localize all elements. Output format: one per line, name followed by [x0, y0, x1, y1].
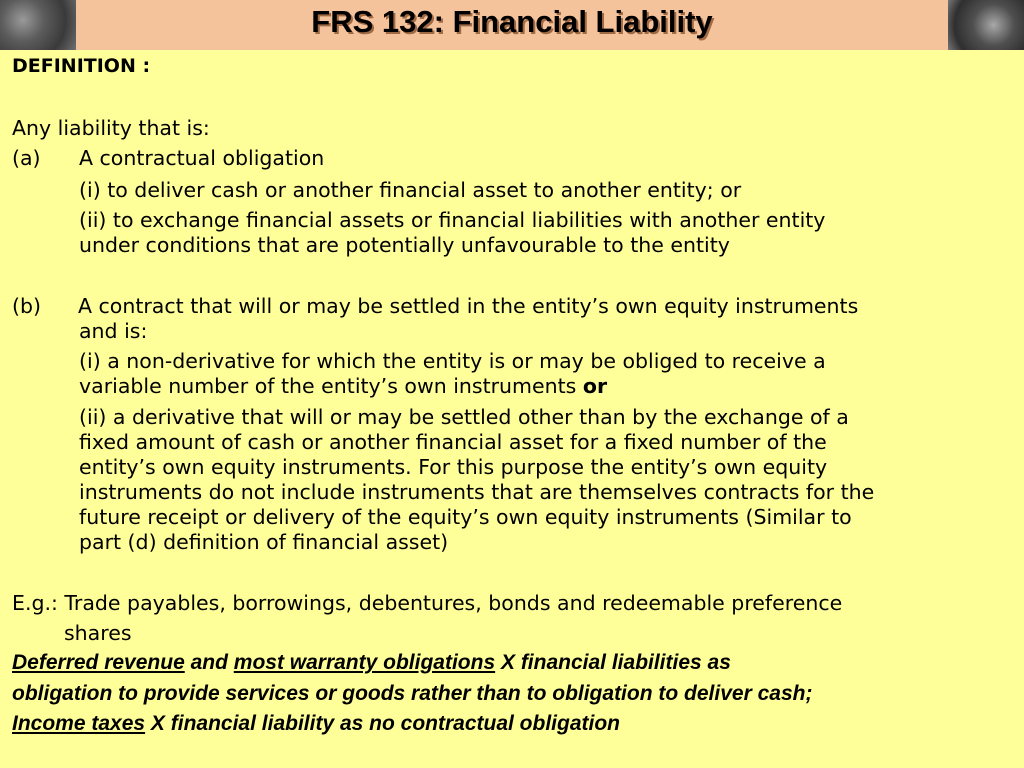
intro-text: Any liability that is:	[12, 116, 210, 140]
note-line2: obligation to provide services or goods rather than to obligation to deliver cash;	[12, 682, 813, 705]
item-b-ii-line1: (ii) a derivative that will or may be settled other than by the exchange of a	[79, 405, 849, 429]
item-a	[12, 146, 324, 170]
and-text: and	[184, 651, 234, 674]
warranty-obligations-term: most warranty obligations	[233, 651, 496, 674]
income-taxes-term: Income taxes	[12, 712, 146, 735]
definition-heading: DEFINITION :	[12, 55, 151, 77]
item-a-text: A contractual obligation	[79, 146, 325, 170]
item-a-ii-line1: (ii) to exchange financial assets or financial liabilities with another entity	[79, 208, 826, 232]
item-b-i-line2-text: variable number of the entity’s own instruments	[79, 374, 583, 398]
item-b-text-line2: and is:	[79, 319, 148, 343]
or-keyword: or	[582, 374, 608, 398]
example-line1: E.g.: Trade payables, borrowings, debentures, bonds and redeemable preference	[12, 591, 843, 615]
item-a-label: (a)	[12, 146, 41, 170]
item-b-ii-line5: future receipt or delivery of the equity’s own equity instruments (Similar to	[79, 505, 852, 529]
deferred-revenue-term: Deferred revenue	[12, 651, 185, 674]
item-b-ii-line6: part (d) definition of financial asset)	[79, 530, 449, 554]
note-line3	[12, 712, 620, 736]
note-line1	[12, 651, 731, 675]
decorative-image-right	[948, 0, 1024, 50]
note-line3-rest: X financial liability as no contractual obligation	[145, 712, 620, 735]
item-b-label: (b)	[12, 294, 42, 318]
example-line2: shares	[64, 621, 132, 645]
item-a-ii-line2: under conditions that are potentially unfavourable to the entity	[79, 233, 730, 257]
note-line1-rest: X financial liabilities as	[495, 651, 731, 674]
item-b	[12, 294, 858, 318]
item-b-ii-line3: entity’s own equity instruments. For this purpose the entity’s own equity	[79, 455, 828, 479]
item-a-i: (i) to deliver cash or another financial asset to another entity; or	[79, 178, 742, 202]
item-b-i-line2	[79, 374, 607, 398]
item-b-i-line1: (i) a non-derivative for which the entity is or may be obliged to receive a	[79, 349, 826, 373]
item-b-text: A contract that will or may be settled in the entity’s own equity instruments	[78, 294, 859, 318]
item-b-ii-line4: instruments do not include instruments that are themselves contracts for the	[79, 480, 875, 504]
slide-title: FRS 132: Financial Liability	[311, 4, 713, 39]
title-bar	[0, 0, 1024, 50]
item-b-ii-line2: fixed amount of cash or another financial asset for a fixed number of the	[79, 430, 827, 454]
